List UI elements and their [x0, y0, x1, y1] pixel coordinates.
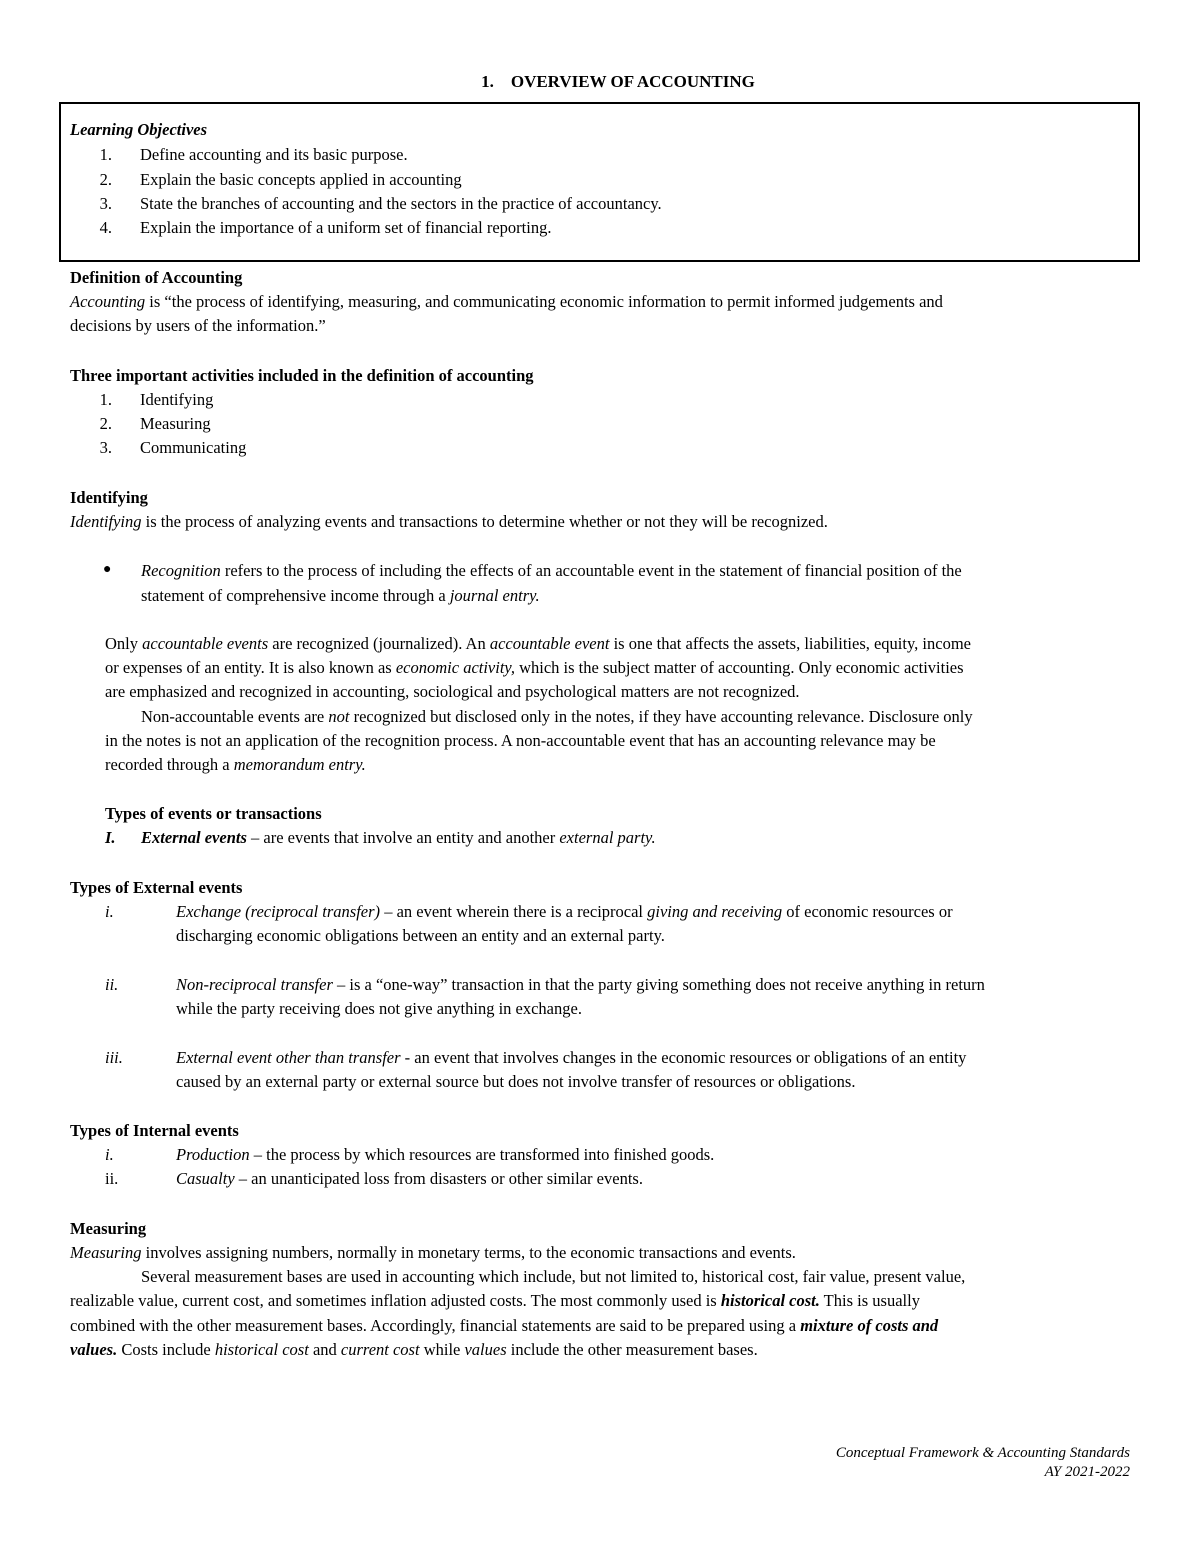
definition-term: Accounting [70, 292, 146, 311]
objective-text: Explain the importance of a uniform set of financial reporting. [140, 218, 552, 237]
title-text: OVERVIEW OF ACCOUNTING [510, 72, 755, 91]
external-item [105, 973, 118, 997]
external-events-term: External events [141, 828, 247, 847]
external-item-line-2: discharging economic obligations between an entity and an external party. [176, 926, 665, 945]
measuring-definition [70, 1241, 796, 1265]
page-footer [836, 1444, 1130, 1482]
para-text: and [308, 1340, 341, 1359]
accountable-para-line-2 [105, 656, 964, 680]
para-text: combined with the other measurement bases. Accordingly, financial statements are said to be prepared using a [70, 1316, 801, 1335]
activity-number: 3. [99, 438, 112, 457]
measuring-heading: Measuring [70, 1219, 147, 1238]
footer-year: AY 2021-2022 [1044, 1464, 1130, 1480]
definition-heading: Definition of Accounting [70, 268, 243, 287]
identifying-heading: Identifying [70, 488, 148, 507]
para-text: Costs include [117, 1340, 215, 1359]
page-title [0, 72, 1200, 92]
para-term: memorandum entry. [233, 755, 366, 774]
item-text: – the process by which resources are transformed into finished goods. [249, 1145, 715, 1164]
item-text: – is a “one-way” transaction in that the party giving something does not receive anything in return [332, 975, 985, 994]
giving-receiving-term: giving and receiving [647, 902, 783, 921]
item-text: – an event wherein there is a reciprocal [380, 902, 648, 921]
para-term: historical cost [214, 1340, 309, 1359]
external-item-line-2: while the party receiving does not give anything in exchange. [176, 999, 582, 1018]
para-text: Non-accountable events are [141, 707, 329, 726]
item-number: I. [105, 828, 116, 847]
objective-text: State the branches of accounting and the sectors in the practice of accountancy. [140, 194, 662, 213]
recognition-line-1 [141, 559, 962, 583]
item-number: ii. [105, 975, 119, 994]
objective-number: 3. [99, 194, 112, 213]
non-reciprocal-term: Non-reciprocal transfer [176, 975, 333, 994]
accountable-para-line-1 [105, 632, 971, 656]
para-text: recognized but disclosed only in the notes, if they have accounting relevance. Disclosure only [349, 707, 973, 726]
identifying-definition [70, 510, 828, 534]
footer-course: Conceptual Framework & Accounting Standards [835, 1445, 1130, 1461]
types-heading: Types of events or transactions [105, 804, 322, 823]
measuring-para-line-2 [70, 1289, 920, 1313]
mixture-term: mixture of costs and [800, 1316, 939, 1335]
identifying-term: Identifying [70, 512, 142, 531]
casualty-term: Casualty [176, 1169, 235, 1188]
bullet-icon: ● [103, 562, 112, 577]
learning-objectives-heading: Learning Objectives [70, 120, 208, 139]
item-number: ii. [105, 1169, 119, 1188]
external-item-line-1 [176, 1046, 966, 1070]
recognition-term: Recognition [141, 561, 221, 580]
external-item [105, 1046, 123, 1070]
internal-item-text [176, 1143, 714, 1167]
definition-line-1 [70, 290, 943, 314]
measuring-para-line-4 [70, 1338, 758, 1362]
activity-number: 2. [99, 414, 112, 433]
definition-text: is “the process of identifying, measuring, and communicating economic information to permit informed judgements and [145, 292, 943, 311]
item-number: iii. [105, 1048, 123, 1067]
activity-text: Communicating [140, 438, 247, 457]
recognition-line-2 [141, 584, 540, 608]
para-text: are recognized (journalized). An [268, 634, 490, 653]
para-text: realizable value, current cost, and sometimes inflation adjusted costs. The most commonly used is [70, 1291, 721, 1310]
external-party-term: external party. [559, 828, 656, 847]
para-term: economic activity, [395, 658, 515, 677]
external-item [105, 900, 114, 924]
external-events-item [105, 826, 656, 850]
item-number: i. [105, 1145, 114, 1164]
objective-text: Explain the basic concepts applied in accounting [140, 170, 462, 189]
values-term: values. [70, 1340, 118, 1359]
production-term: Production [176, 1145, 250, 1164]
internal-item [105, 1143, 114, 1167]
internal-heading: Types of Internal events [70, 1121, 239, 1140]
item-text: - an event that involves changes in the economic resources or obligations of an entity [400, 1048, 967, 1067]
nonaccountable-para-line-1 [141, 705, 973, 729]
identifying-text: is the process of analyzing events and transactions to determine whether or not they will be recognized. [141, 512, 828, 531]
internal-item-text [176, 1167, 643, 1191]
objective-text: Define accounting and its basic purpose. [140, 145, 408, 164]
nonaccountable-para-line-2: in the notes is not an application of the recognition process. A non-accountable event that has an accounting relevance may be [105, 731, 936, 750]
activity-number: 1. [99, 390, 112, 409]
external-item-line-1 [176, 973, 985, 997]
historical-cost-term: historical cost. [720, 1291, 820, 1310]
item-text: – an unanticipated loss from disasters or other similar events. [234, 1169, 643, 1188]
para-text: This is usually [819, 1291, 920, 1310]
journal-entry-term: journal entry. [449, 586, 540, 605]
para-term: accountable event [489, 634, 610, 653]
internal-item [105, 1167, 118, 1191]
para-text: while [419, 1340, 465, 1359]
para-term: values [464, 1340, 507, 1359]
recognition-text: statement of comprehensive income through a [141, 586, 450, 605]
objective-number: 4. [99, 218, 112, 237]
recognition-text: refers to the process of including the effects of an accountable event in the statement of financial position of the [220, 561, 962, 580]
accountable-para-line-3: are emphasized and recognized in accounting, sociological and psychological matters are not recognized. [105, 682, 800, 701]
objective-number: 1. [99, 145, 112, 164]
exchange-term: Exchange (reciprocal transfer) [176, 902, 381, 921]
para-term: accountable events [142, 634, 269, 653]
nonaccountable-para-line-3 [105, 753, 366, 777]
external-item-line-2: caused by an external party or external source but does not involve transfer of resources or obligations. [176, 1072, 856, 1091]
title-number: 1. [481, 72, 494, 91]
activities-heading: Three important activities included in the definition of accounting [70, 366, 534, 385]
para-term: not [328, 707, 350, 726]
para-text: include the other measurement bases. [506, 1340, 758, 1359]
definition-line-2: decisions by users of the information.” [70, 316, 326, 335]
external-item-line-1 [176, 900, 953, 924]
objective-number: 2. [99, 170, 112, 189]
item-text: of economic resources or [782, 902, 953, 921]
para-text: which is the subject matter of accounting. Only economic activities [514, 658, 964, 677]
activity-text: Identifying [140, 390, 214, 409]
activity-text: Measuring [140, 414, 211, 433]
measuring-para-line-1: Several measurement bases are used in accounting which include, but not limited to, historical cost, fair value, present value, [141, 1267, 966, 1286]
other-than-transfer-term: External event other than transfer [176, 1048, 401, 1067]
item-text: – are events that involve an entity and another [246, 828, 560, 847]
measuring-para-line-3 [70, 1314, 938, 1338]
para-text: or expenses of an entity. It is also known as [105, 658, 396, 677]
measuring-term: Measuring [70, 1243, 142, 1262]
para-term: current cost [340, 1340, 420, 1359]
measuring-text: involves assigning numbers, normally in monetary terms, to the economic transactions and events. [141, 1243, 796, 1262]
item-number: i. [105, 902, 114, 921]
para-text: is one that affects the assets, liabilities, equity, income [609, 634, 971, 653]
para-text: recorded through a [105, 755, 234, 774]
para-text: Only [105, 634, 143, 653]
external-heading: Types of External events [70, 878, 243, 897]
